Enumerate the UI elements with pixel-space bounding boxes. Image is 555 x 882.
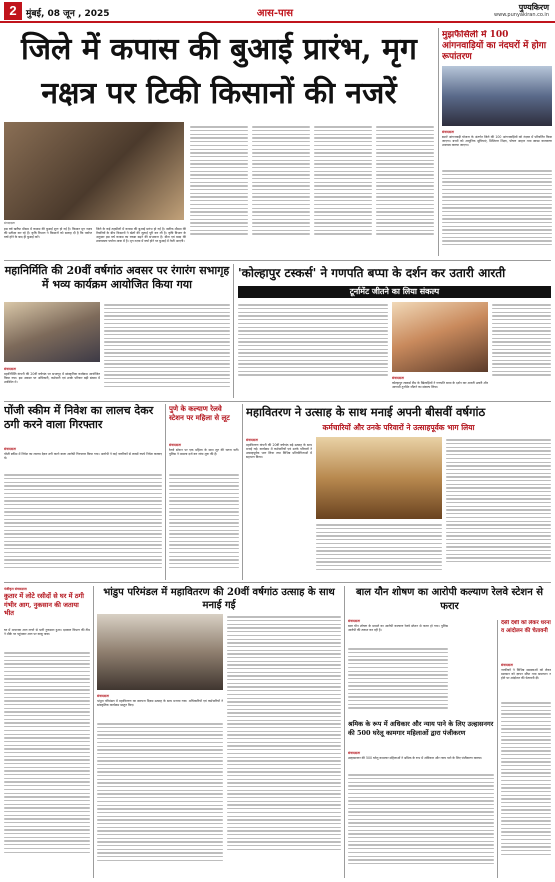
kutar-columns bbox=[4, 650, 90, 878]
side-story-tag: संवाददाता bbox=[442, 130, 455, 134]
labour-body: उल्हासनगर की 500 घरेलू कामगार महिलाओं ने श्रमिक के रूप में अधिकार और न्याय पाने के लिए पंजीकरण कराया। bbox=[348, 756, 483, 760]
kolhapur-subhead: टूर्नामेंट जीतने का लिया संकल्प bbox=[349, 287, 440, 296]
bottom-right-columns bbox=[501, 700, 551, 878]
kolhapur-photo bbox=[392, 302, 488, 372]
main-body-col2 bbox=[190, 124, 248, 258]
bottom-right-tag: संवाददाता bbox=[501, 663, 514, 667]
kolhapur-tag: संवाददाता bbox=[392, 376, 405, 380]
bhandup-columns-left bbox=[97, 721, 223, 878]
mahavitaran-photo bbox=[316, 437, 442, 519]
kolhapur-body: कोल्हापुर टस्कर्स टीम के खिलाड़ियों ने गणपति बप्पा के दर्शन कर आरती उतारी और आगामी टूर्नामेंट जीतने का संकल्प लिया। bbox=[392, 381, 488, 390]
main-headline bbox=[4, 28, 434, 120]
side-story-columns bbox=[442, 168, 552, 254]
main-body-col4 bbox=[314, 124, 372, 258]
kutar-headline: कुतार में लोटे रसीदों से घर में ठगी गंभीर आग, नुकसान की जताया भीत bbox=[4, 592, 84, 617]
mahavitaran-under-photo bbox=[316, 522, 442, 578]
section-name: आस-पास bbox=[256, 8, 294, 19]
thane-body: रेलवे स्टेशन पर एक महिला के साथ लूट की घटना घटी। पुलिस ने मामला दर्ज कर जांच शुरू की है। bbox=[169, 448, 239, 457]
date-line: मुंबई, 08 जून , 2025 bbox=[26, 9, 110, 19]
mahanirmiti-headline: महानिर्मिति की 20वीं वर्षगांठ अवसर पर रंगारंग सभागृह में भव्य कार्यक्रम आयोजित किया गया bbox=[4, 264, 230, 291]
thane-tag: संवाददाता bbox=[169, 443, 182, 447]
kutar-body: घर में अचानक आग लगने से भारी नुकसान हुआ। दमकल विभाग की टीम ने मौके पर पहुंचकर आग पर काबू पाया। bbox=[4, 628, 90, 637]
main-body-col5 bbox=[376, 124, 434, 258]
cotton-sowing-photo bbox=[4, 122, 184, 220]
bhandup-headline: भांडुप परिमंडल में महावितरण की 20वीं वर्षगांठ उत्साह के साथ मनाई गई bbox=[103, 587, 335, 611]
mahanirmiti-body: महानिर्मिति कंपनी की 20वीं वर्षगांठ पर सभागृह में सांस्कृतिक कार्यक्रम आयोजित किया गया। इस अवसर पर अधिकारी, कर्मचारी एवं उनके परिवार बड़ी संख्या में उपस्थित थे। bbox=[4, 372, 100, 385]
bottom-right-headline: देसी देशी को लेकर धरना व आंदोलन की चेतावनी bbox=[501, 620, 551, 634]
mahavitaran-right-col bbox=[446, 437, 551, 578]
mahavitaran-headline: महावितरण ने उत्साह के साथ मनाई अपनी बीसवीं वर्षगांठ bbox=[246, 405, 486, 419]
thane-headline: पुणे के कल्याण रेलवे स्टेशन पर महिला से लूट bbox=[169, 404, 230, 422]
child-body: बाल यौन शोषण के मामले का आरोपी कल्याण रेलवे स्टेशन से फरार हो गया। पुलिस आरोपी की तलाश कर रही है। bbox=[348, 624, 448, 633]
ponzi-body: पोंजी स्कीम में निवेश का लालच देकर ठगी करने वाला आरोपी गिरफ्तार किया गया। आरोपी ने कई नागरिकों से लाखों रुपये निवेश करवाए थे। bbox=[4, 452, 162, 461]
website: www.punyakiran.co.in bbox=[494, 12, 549, 18]
bhandup-body: भांडुप परिमंडल में महावितरण का स्थापना दिवस उत्साह के साथ मनाया गया। अधिकारियों एवं कर्मचारियों ने सांस्कृतिक कार्यक्रम प्रस्तुत किए। bbox=[97, 699, 223, 708]
mahanirmiti-tag: संवाददाता bbox=[4, 367, 17, 371]
ponzi-headline: पोंजी स्कीम में निवेश का लालच देकर ठगी करने वाला गिरफ्तार bbox=[4, 404, 154, 431]
main-photo-caption: संवाददाता bbox=[4, 221, 15, 225]
bhandup-tag: संवाददाता bbox=[97, 694, 110, 698]
main-headline-line1: जिले में कपास की बुआई प्रारंभ, मृग bbox=[21, 32, 417, 67]
page-number: 2 bbox=[4, 2, 22, 20]
anganwadi-photo bbox=[442, 66, 552, 126]
mahavitaran-tag: संवाददाता bbox=[246, 438, 259, 442]
bhandup-columns-right bbox=[227, 614, 341, 878]
kutar-kicker: पंजीकृत संवाददाता bbox=[4, 587, 27, 591]
side-story-headline: मुझफैसिली में 100 आंगनवाड़ियों का नंदघरों में होगा रूपांतरण bbox=[442, 30, 547, 62]
main-headline-line2: नक्षत्र पर टिकी किसानों की नजरें bbox=[41, 76, 397, 111]
thane-columns bbox=[169, 472, 239, 578]
main-body: जिले के कई तहसीलों में कपास की बुआई प्रारंभ हो गई है। खरीफ मौसम की तैयारियों के बीच किसानों ने खेतों की जुताई पूरी कर ली है। कृषि विभाग के अनुसार इस वर्ष कपास का रकबा बढ़ने की संभावना है। बीज एवं खाद की उपलब्धता पर्याप्त मात्रा में है। मृग नक्षत्र में वर्षा होने पर बुआई में तेजी आएगी। bbox=[96, 227, 186, 244]
child-headline: बाल यौन शोषण का आरोपी कल्याण रेलवे स्टेशन से फरार bbox=[355, 587, 544, 612]
labour-tag: संवाददाता bbox=[348, 751, 361, 755]
side-story-body: स्मार्ट आंगनवाड़ी योजना के अंतर्गत जिले की 100 आंगनवाड़ियों को नंदघर में परिवर्तित किया जाएगा। बच्चों को आधुनिक सुविधाएं, डिजिटल शिक्षा, पोषण आहार तथा स्वच्छ वातावरण उपलब्ध कराया जाएगा। bbox=[442, 135, 552, 148]
bottom-right-body: नागरिकों ने विभिन्न समस्याओं को लेकर प्रशासन को ज्ञापन सौंपा तथा समाधान न होने पर आंदोलन की चेतावनी दी। bbox=[501, 668, 551, 681]
child-columns bbox=[348, 646, 448, 718]
main-body-col3 bbox=[252, 124, 310, 258]
labour-headline: श्रमिक के रूप में अधिकार और न्याय पाने के लिए उल्हासनगर की 500 घरेलू कामगार महिलाओं द्वारा पंजीकरण bbox=[348, 720, 494, 737]
kolhapur-right-col bbox=[492, 302, 551, 398]
brand-name: पुण्यकिरण bbox=[518, 3, 549, 12]
labour-columns bbox=[348, 772, 494, 878]
kolhapur-headline: 'कोल्हापुर टस्कर्स' ने गणपति बप्पा के दर्शन कर उतारी आरती bbox=[238, 266, 506, 280]
bhandup-photo bbox=[97, 614, 223, 690]
kolhapur-subhead-bar bbox=[238, 286, 551, 298]
page-header bbox=[0, 0, 555, 24]
kolhapur-text-col bbox=[238, 302, 388, 398]
mahavitaran-subhead: कर्मचारियों और उनके परिवारों ने उत्साहपूर्वक भाग लिया bbox=[322, 423, 475, 432]
mahanirmiti-columns bbox=[104, 302, 230, 398]
main-lead: इस वर्ष खरीफ मौसम में कपास की बुआई शुरू हो गई है। किसान मृग नक्षत्र की प्रतीक्षा कर रहे हैं। कृषि विभाग ने किसानों को सलाह दी है कि पर्याप्त वर्षा होने के बाद ही बुआई करें। bbox=[4, 227, 92, 240]
child-tag: संवाददाता bbox=[348, 619, 361, 623]
ponzi-columns bbox=[4, 472, 162, 578]
mahanirmiti-photo bbox=[4, 302, 100, 362]
ponzi-tag: संवाददाता bbox=[4, 447, 17, 451]
mahavitaran-body: महावितरण कंपनी की 20वीं वर्षगांठ बड़े उत्साह के साथ मनाई गई। कार्यक्रम में कर्मचारियों एवं उनके परिवारों ने उत्साहपूर्वक भाग लिया तथा विभिन्न प्रतियोगिताओं में सहभाग किया। bbox=[246, 443, 312, 460]
